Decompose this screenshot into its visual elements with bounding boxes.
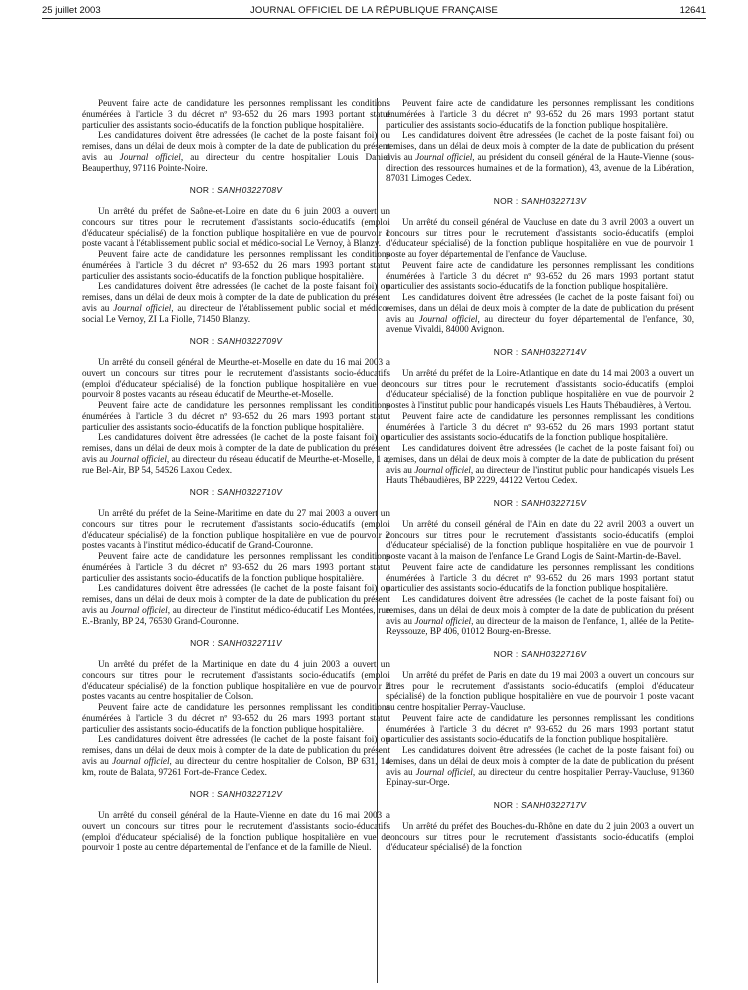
- paragraph: Un arrêté du conseil général de Meurthe-et-Moselle en date du 16 mai 2003 a ouvert un concours sur titres pour le recrutement d'assistants socio-éducatifs (emploi d'éducateur spécialisé) de la fonction publique hospitalière en vue de pourvoir 8 postes vacants au réseau éducatif de Meurthe-et-Moselle.: [82, 357, 390, 400]
- paragraph: Les candidatures doivent être adressées (le cachet de la poste faisant foi) ou remises, dans un délai de deux mois à compter de la date de publication du présent avis au Journal officiel, au directeur du centre hospitalier de Colson, BP 631, 14 km, route de Balata, 97261 Fort-de-France Cedex.: [82, 734, 390, 777]
- paragraph: Un arrêté du conseil général de Vaucluse en date du 3 avril 2003 a ouvert un concours sur titres pour le recrutement d'assistants socio-éducatifs (emploi d'éducateur spécialisé) de la fonction publique hospitalière en vue de pourvoir 1 poste au foyer départemental de l'enfance de Vaucluse.: [386, 216, 694, 259]
- journal-officiel-reference: Journal officiel: [113, 302, 172, 313]
- nor-label: NOR :: [493, 498, 522, 508]
- page-number: 12641: [679, 5, 706, 16]
- notice-block: [82, 336, 390, 475]
- nor-code: SANH0322712V: [217, 789, 283, 800]
- paragraph: Peuvent faire acte de candidature les personnes remplissant les conditions énumérées à l'article 3 du décret nº 93-652 du 26 mars 1993 portant statut particulier des assistants socio-éducatifs de la fonction publique hospitalière.: [386, 98, 694, 130]
- journal-officiel-reference: Journal officiel: [414, 615, 472, 626]
- nor-code: SANH0322717V: [521, 800, 587, 810]
- paragraph: Un arrêté du préfet de la Loire-Atlantique en date du 14 mai 2003 a ouvert un concours sur titres pour le recrutement d'assistants socio-éducatifs (emploi d'éducateur spécialisé) de la fonction publique hospitalière en vue de pourvoir 2 postes à l'institut public pour handicapés visuels Les Hauts Thébaudières, à Vertou.: [386, 367, 694, 410]
- paragraph: Les candidatures doivent être adressées (le cachet de la poste faisant foi) ou remises, dans un délai de deux mois à compter de la date de publication du présent avis au Journal officiel, au directeur de la maison de l'enfance, 1, allée de la Petite-Reyssouze, BP 406, 01012 Bourg-en-Bresse.: [386, 594, 694, 637]
- paragraph: Les candidatures doivent être adressées (le cachet de la poste faisant foi) ou remises, dans un délai de deux mois à compter de la date de publication du présent avis au Journal officiel, au directeur du centre hospitalier Perray-Vaucluse, 91360 Epinay-sur-Orge.: [386, 745, 694, 788]
- nor-code: SANH0322713V: [521, 196, 587, 206]
- paragraph: Peuvent faire acte de candidature les personnes remplissant les conditions énumérées à l'article 3 du décret nº 93-652 du 26 mars 1993 portant statut particulier des assistants socio-éducatifs de la fonction publique hospitalière.: [386, 712, 694, 745]
- nor-code: SANH0322714V: [521, 347, 587, 357]
- journal-officiel-reference: Journal officiel: [415, 151, 473, 162]
- nor-code: SANH0322715V: [521, 498, 587, 508]
- journal-officiel-reference: Journal officiel: [119, 151, 181, 162]
- issue-date: 25 juillet 2003: [42, 5, 101, 16]
- nor-reference: [386, 347, 694, 358]
- paragraph: Un arrêté du préfet de Paris en date du 19 mai 2003 a ouvert un concours sur titres pour le recrutement d'assistants socio-éducatifs (emploi d'éducateur spécialisé) de la fonction publique hospitalière en vue de pourvoir 1 poste vacant au centre hospitalier Perray-Vaucluse.: [386, 669, 694, 712]
- nor-code: SANH0322711V: [217, 638, 282, 649]
- notice-block: [386, 800, 694, 853]
- paragraph: Les candidatures doivent être adressées (le cachet de la poste faisant foi) ou remises, dans un délai de deux mois à compter de la date de publication du présent avis au Journal officiel, au président du conseil général de la Haute-Vienne (sous-direction des ressources humaines et de la formation), 43, avenue de la Libération, 87031 Limoges Cedex.: [386, 130, 695, 184]
- page-header: [42, 3, 706, 19]
- nor-label: NOR :: [493, 649, 522, 659]
- notice-block: [82, 789, 390, 853]
- journal-title: JOURNAL OFFICIEL DE LA RÉPUBLIQUE FRANÇAISE: [249, 5, 499, 16]
- nor-label: NOR :: [493, 347, 522, 357]
- header-rule: [42, 18, 706, 19]
- notice-block: [386, 347, 694, 486]
- nor-reference: [82, 487, 390, 498]
- paragraph: Un arrêté du conseil général de la Haute-Vienne en date du 16 mai 2003 a ouvert un concours sur titres pour le recrutement d'assistants socio-éducatifs (emploi d'éducateur spécialisé) de la fonction publique hospitalière en vue de pourvoir 1 poste au centre départemental de l'enfance et de la famille de Nieul.: [82, 810, 390, 853]
- paragraph: Peuvent faire acte de candidature les personnes remplissant les conditions énumérées à l'article 3 du décret nº 93-652 du 26 mars 1993 portant statut particulier des assistants socio-éducatifs de la fonction publique hospitalière.: [386, 259, 694, 292]
- journal-officiel-reference: Journal officiel: [418, 313, 478, 324]
- paragraph: Peuvent faire acte de candidature les personnes remplissant les conditions énumérées à l'article 3 du décret nº 93-652 du 26 mars 1993 portant statut particulier des assistants socio-éducatifs de la fonction publique hospitalière.: [82, 702, 390, 734]
- journal-officiel-reference: Journal officiel: [415, 766, 473, 777]
- paragraph: Un arrêté du préfet des Bouches-du-Rhône en date du 2 juin 2003 a ouvert un concours sur titres pour le recrutement d'assistants socio-éducatifs (emploi d'éducateur spécialisé) de la fonction: [386, 820, 694, 853]
- nor-code: SANH0322708V: [217, 185, 283, 196]
- paragraph: Les candidatures doivent être adressées (le cachet de la poste faisant foi) ou remises, dans un délai de deux mois à compter de la date de publication du présent avis au Journal officiel, au directeur de l'institut public pour handicapés visuels Les Hauts Thébaudières, BP 2229, 44122 Vertou Cedex.: [386, 443, 694, 486]
- nor-reference: [386, 196, 694, 207]
- notice-block: [386, 649, 694, 788]
- nor-label: NOR :: [493, 800, 522, 810]
- paragraph: Peuvent faire acte de candidature les personnes remplissant les conditions énumérées à l'article 3 du décret nº 93-652 du 26 mars 1993 portant statut particulier des assistants socio-éducatifs de la fonction publique hospitalière.: [386, 410, 694, 443]
- nor-reference: [82, 789, 390, 800]
- journal-officiel-reference: Journal officiel: [112, 755, 170, 766]
- nor-reference: [386, 649, 694, 660]
- paragraph: Peuvent faire acte de candidature les personnes remplissant les conditions énumérées à l'article 3 du décret nº 93-652 du 26 mars 1993 portant statut particulier des assistants socio-éducatifs de la fonction publique hospitalière.: [82, 400, 390, 432]
- paragraph: Un arrêté du préfet de la Seine-Maritime en date du 27 mai 2003 a ouvert un concours sur titres pour le recrutement d'assistants socio-éducatifs (emploi d'éducateur spécialisé) de la fonction publique hospitalière en vue de pourvoir 2 postes vacants à l'institut médico-éducatif de Grand-Couronne.: [82, 508, 390, 551]
- nor-reference: [82, 638, 390, 649]
- notice-block: [386, 98, 694, 184]
- paragraph: Un arrêté du conseil général de l'Ain en date du 22 avril 2003 a ouvert un concours sur titres pour le recrutement d'assistants socio-éducatifs (emploi d'éducateur spécialisé) de la fonction publique hospitalière en vue de pourvoir 1 poste vacant à la maison de l'enfance Le Grand Logis de Saint-Martin-de-Bavel.: [386, 518, 694, 561]
- right-column: [386, 98, 694, 853]
- nor-label: NOR :: [189, 185, 218, 196]
- nor-label: NOR :: [189, 789, 218, 800]
- nor-code: SANH0322710V: [217, 487, 283, 498]
- paragraph: Les candidatures doivent être adressées (le cachet de la poste faisant foi) ou remises, dans un délai de deux mois à compter de la date de publication du présent avis au Journal officiel, au directeur du centre hospitalier Louis Daniel Beauperthuy, 97116 Pointe-Noire.: [82, 130, 390, 173]
- nor-label: NOR :: [189, 487, 218, 498]
- nor-reference: [82, 185, 390, 196]
- journal-officiel-reference: Journal officiel: [110, 604, 168, 615]
- nor-code: SANH0322709V: [217, 336, 283, 347]
- notice-block: [386, 498, 694, 637]
- notice-block: [82, 185, 390, 324]
- paragraph: Peuvent faire acte de candidature les personnes remplissant les conditions énumérées à l'article 3 du décret nº 93-652 du 26 mars 1993 portant statut particulier des assistants socio-éducatifs de la fonction publique hospitalière.: [82, 98, 390, 130]
- nor-reference: [82, 336, 390, 347]
- paragraph: Les candidatures doivent être adressées (le cachet de la poste faisant foi) ou remises, dans un délai de deux mois à compter de la date de publication du présent avis au Journal officiel, au directeur de l'établissement public social et médico-social Le Vernoy, ZI La Fiolle, 71450 Blanzy.: [82, 281, 390, 324]
- notice-block: [386, 196, 694, 335]
- nor-code: SANH0322716V: [521, 649, 587, 659]
- left-column: [82, 98, 390, 853]
- journal-officiel-reference: Journal officiel: [110, 453, 167, 464]
- nor-reference: [386, 498, 694, 509]
- paragraph: Peuvent faire acte de candidature les personnes remplissant les conditions énumérées à l'article 3 du décret nº 93-652 du 26 mars 1993 portant statut particulier des assistants socio-éducatifs de la fonction publique hospitalière.: [82, 551, 390, 583]
- paragraph: Un arrêté du préfet de la Martinique en date du 4 juin 2003 a ouvert un concours sur titres pour le recrutement d'assistants socio-éducatifs (emploi d'éducateur spécialisé) de la fonction publique hospitalière en vue de pourvoir 2 postes vacants au centre hospitalier de Colson.: [82, 659, 390, 702]
- notice-block: [82, 487, 390, 626]
- paragraph: Peuvent faire acte de candidature les personnes remplissant les conditions énumérées à l'article 3 du décret nº 93-652 du 26 mars 1993 portant statut particulier des assistants socio-éducatifs de la fonction publique hospitalière.: [82, 249, 390, 281]
- nor-label: NOR :: [189, 336, 218, 347]
- notice-block: [82, 98, 390, 173]
- notice-block: [82, 638, 390, 777]
- nor-reference: [386, 800, 694, 811]
- paragraph: Peuvent faire acte de candidature les personnes remplissant les conditions énumérées à l'article 3 du décret nº 93-652 du 26 mars 1993 portant statut particulier des assistants socio-éducatifs de la fonction publique hospitalière.: [386, 561, 694, 594]
- column-separator: [377, 98, 378, 983]
- paragraph: Les candidatures doivent être adressées (le cachet de la poste faisant foi) ou remises, dans un délai de deux mois à compter de la date de publication du présent avis au Journal officiel, au directeur de l'institut médico-éducatif Les Montées, rue E.-Branly, BP 24, 76530 Grand-Couronne.: [82, 583, 391, 626]
- journal-officiel-reference: Journal officiel: [414, 464, 471, 475]
- nor-label: NOR :: [493, 196, 522, 206]
- paragraph: Un arrêté du préfet de Saône-et-Loire en date du 6 juin 2003 a ouvert un concours sur titres pour le recrutement d'assistants socio-éducatifs (emploi d'éducateur spécialisé) de la fonction publique hospitalière en vue de pourvoir 1 poste vacant à l'établissement public social et médico-social Le Vernoy, à Blanzy.: [82, 206, 390, 249]
- paragraph: Les candidatures doivent être adressées (le cachet de la poste faisant foi) ou remises, dans un délai de deux mois à compter de la date de publication du présent avis au Journal officiel, au directeur du foyer départemental de l'enfance, 30, avenue Vivaldi, 84000 Avignon.: [386, 292, 694, 335]
- paragraph: Les candidatures doivent être adressées (le cachet de la poste faisant foi) ou remises, dans un délai de deux mois à compter de la date de publication du présent avis au Journal officiel, au directeur du réseau éducatif de Meurthe-et-Moselle, 1 a, rue Bel-Air, BP 54, 54526 Laxou Cedex.: [82, 432, 391, 475]
- nor-label: NOR :: [190, 638, 218, 649]
